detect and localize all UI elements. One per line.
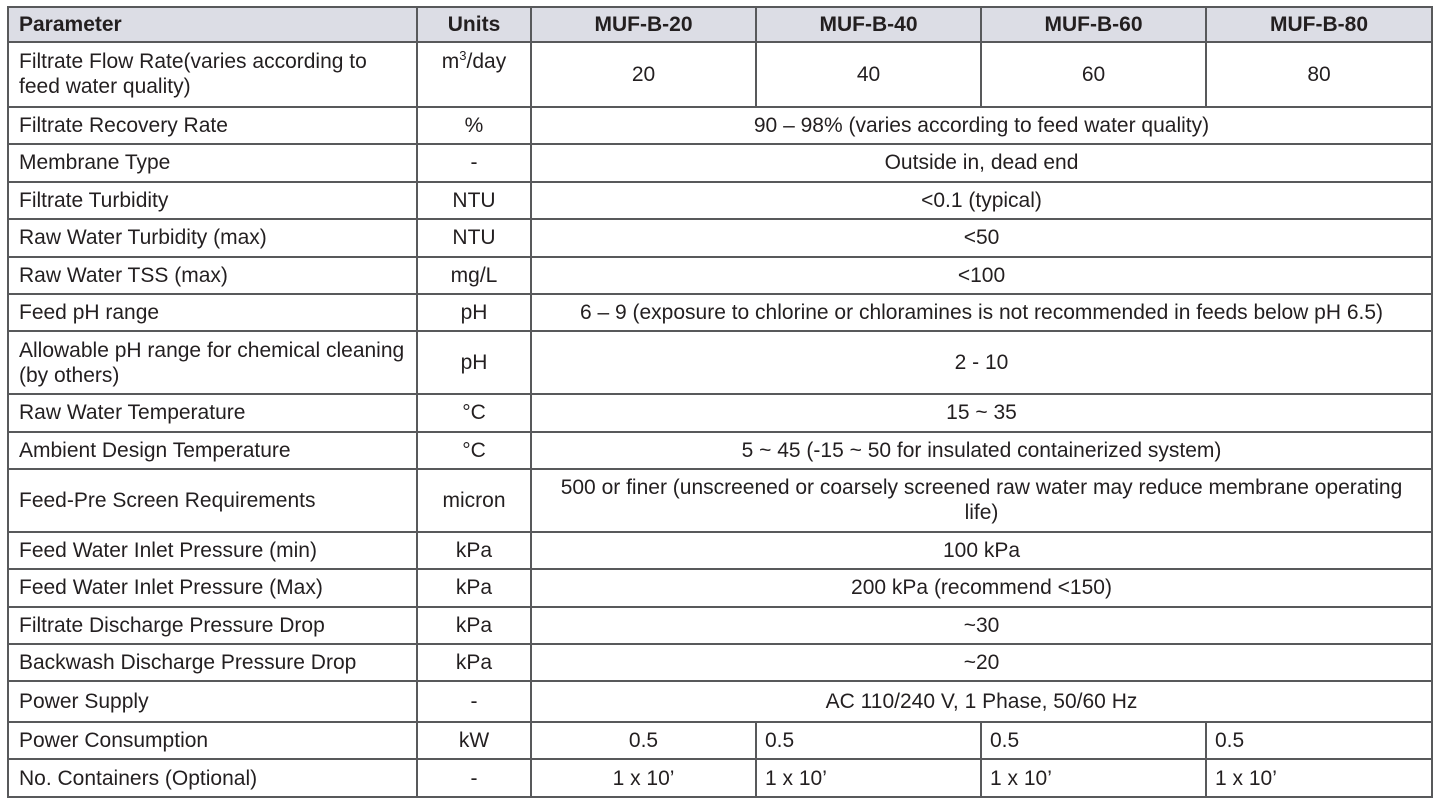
row-unit: - <box>417 681 531 721</box>
row-unit: kPa <box>417 607 531 644</box>
row-value: AC 110/240 V, 1 Phase, 50/60 Hz <box>531 681 1432 721</box>
row-value: 0.5 <box>756 722 981 759</box>
row-unit: NTU <box>417 182 531 219</box>
row-parameter: Filtrate Flow Rate(varies according to feed water quality) <box>8 42 417 107</box>
table-row <box>8 331 1432 394</box>
row-value: <50 <box>531 219 1432 256</box>
row-value: 90 – 98% (varies according to feed water quality) <box>531 107 1432 144</box>
row-unit: % <box>417 107 531 144</box>
row-unit: mg/L <box>417 257 531 294</box>
row-value: ~20 <box>531 644 1432 681</box>
row-unit: kPa <box>417 569 531 606</box>
row-unit: NTU <box>417 219 531 256</box>
row-unit: °C <box>417 432 531 469</box>
row-value: 1 x 10’ <box>981 759 1206 797</box>
row-parameter: Power Consumption <box>8 722 417 759</box>
table-row <box>8 722 1432 759</box>
row-value: 1 x 10’ <box>1206 759 1432 797</box>
row-unit: - <box>417 144 531 181</box>
row-value: 15 ~ 35 <box>531 394 1432 431</box>
header-model-4: MUF-B-80 <box>1206 7 1432 42</box>
row-value: 1 x 10’ <box>756 759 981 797</box>
row-parameter: Power Supply <box>8 681 417 721</box>
table-row <box>8 607 1432 644</box>
row-unit: pH <box>417 294 531 331</box>
row-value: 500 or finer (unscreened or coarsely screened raw water may reduce membrane operating life) <box>531 469 1432 532</box>
row-value: 6 – 9 (exposure to chlorine or chloramines is not recommended in feeds below pH 6.5) <box>531 294 1432 331</box>
table-row <box>8 759 1432 797</box>
row-unit: micron <box>417 469 531 532</box>
row-parameter: Feed-Pre Screen Requirements <box>8 469 417 532</box>
header-model-1: MUF-B-20 <box>531 7 756 42</box>
unit-tail: /day <box>466 50 507 73</box>
row-value: Outside in, dead end <box>531 144 1432 181</box>
row-unit: - <box>417 759 531 797</box>
row-value: 100 kPa <box>531 532 1432 569</box>
row-parameter: Feed Water Inlet Pressure (Max) <box>8 569 417 606</box>
row-value: <0.1 (typical) <box>531 182 1432 219</box>
row-parameter: No. Containers (Optional) <box>8 759 417 797</box>
table-row <box>8 644 1432 681</box>
table-row <box>8 532 1432 569</box>
row-unit: kPa <box>417 532 531 569</box>
table-row <box>8 469 1432 532</box>
row-parameter: Feed Water Inlet Pressure (min) <box>8 532 417 569</box>
spec-table <box>7 6 1433 798</box>
header-parameter: Parameter <box>8 7 417 42</box>
row-parameter: Filtrate Discharge Pressure Drop <box>8 607 417 644</box>
row-parameter: Filtrate Recovery Rate <box>8 107 417 144</box>
table-row <box>8 432 1432 469</box>
row-parameter: Raw Water Turbidity (max) <box>8 219 417 256</box>
row-value: ~30 <box>531 607 1432 644</box>
row-parameter: Filtrate Turbidity <box>8 182 417 219</box>
row-value: 5 ~ 45 (-15 ~ 50 for insulated containerized system) <box>531 432 1432 469</box>
table-row <box>8 257 1432 294</box>
row-unit: kPa <box>417 644 531 681</box>
table-row <box>8 42 1432 107</box>
row-unit: kW <box>417 722 531 759</box>
table-row <box>8 294 1432 331</box>
row-parameter: Membrane Type <box>8 144 417 181</box>
row-parameter: Allowable pH range for chemical cleaning (by others) <box>8 331 417 394</box>
row-value: 60 <box>981 42 1206 107</box>
table-row <box>8 107 1432 144</box>
header-row <box>8 7 1432 42</box>
row-parameter: Raw Water Temperature <box>8 394 417 431</box>
table-row <box>8 144 1432 181</box>
row-value: <100 <box>531 257 1432 294</box>
row-value: 0.5 <box>1206 722 1432 759</box>
header-model-2: MUF-B-40 <box>756 7 981 42</box>
table-row <box>8 681 1432 721</box>
row-unit: pH <box>417 331 531 394</box>
row-unit: °C <box>417 394 531 431</box>
table-row <box>8 219 1432 256</box>
row-unit <box>417 42 531 107</box>
row-parameter: Backwash Discharge Pressure Drop <box>8 644 417 681</box>
table-row <box>8 569 1432 606</box>
row-value: 200 kPa (recommend <150) <box>531 569 1432 606</box>
row-value: 80 <box>1206 42 1432 107</box>
table-row <box>8 182 1432 219</box>
unit-superscript: 3 <box>459 48 467 63</box>
row-value: 2 - 10 <box>531 331 1432 394</box>
row-value: 40 <box>756 42 981 107</box>
row-parameter: Raw Water TSS (max) <box>8 257 417 294</box>
table-row <box>8 394 1432 431</box>
row-value: 20 <box>531 42 756 107</box>
row-value: 1 x 10’ <box>531 759 756 797</box>
row-value: 0.5 <box>981 722 1206 759</box>
row-parameter: Feed pH range <box>8 294 417 331</box>
header-units: Units <box>417 7 531 42</box>
row-parameter: Ambient Design Temperature <box>8 432 417 469</box>
unit-base: m <box>441 50 460 73</box>
row-value: 0.5 <box>531 722 756 759</box>
header-model-3: MUF-B-60 <box>981 7 1206 42</box>
